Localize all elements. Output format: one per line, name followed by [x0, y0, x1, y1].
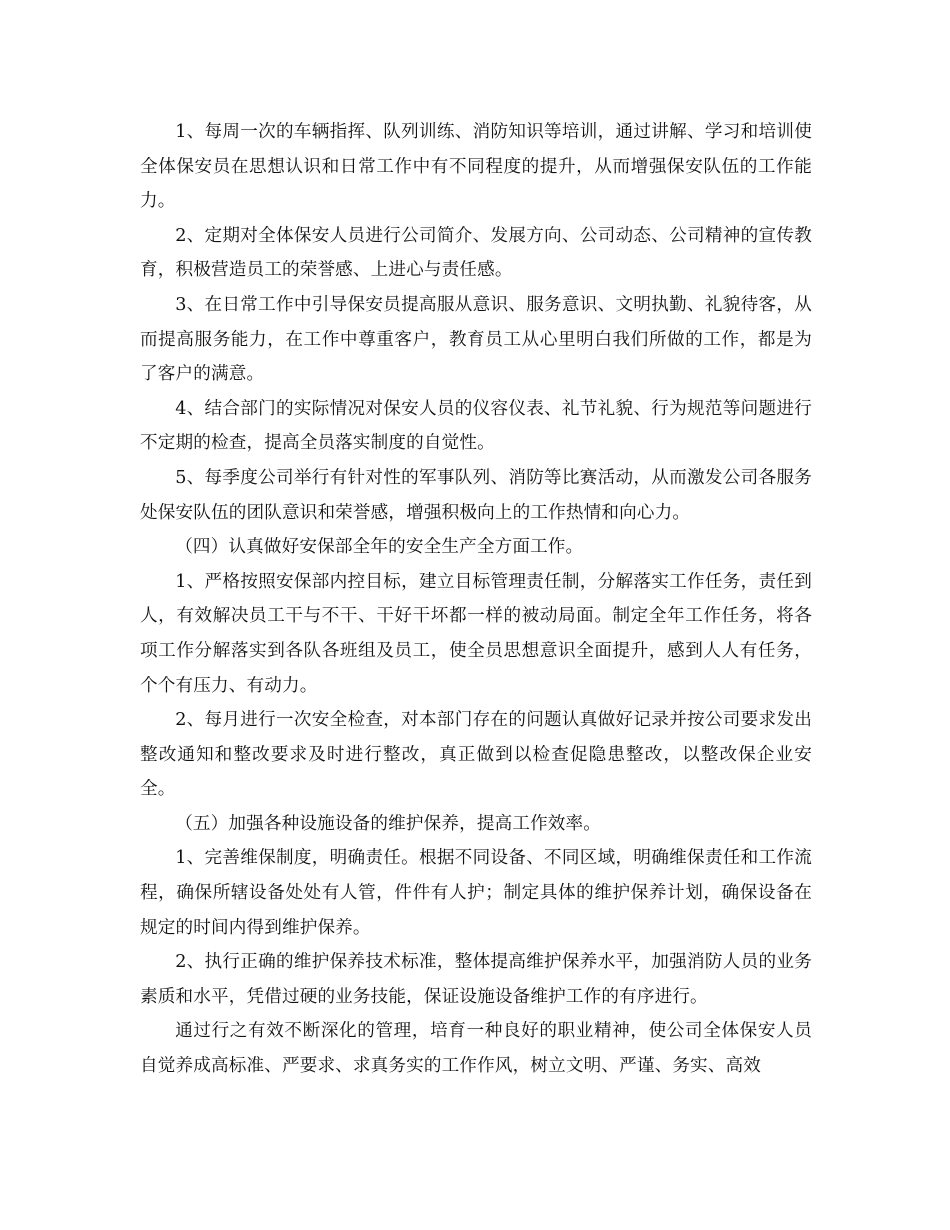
- paragraph-maintenance-standard: 2、执行正确的维护保养技术标准，整体提高维护保养水平，加强消防人员的业务素质和水平，凭借过硬的业务技能，保证设施设备维护工作的有序进行。: [140, 952, 812, 1007]
- paragraph-responsibility-system: 1、严格按照安保部内控目标，建立目标管理责任制，分解落实工作任务，责任到人，有效解决员工干与不干、干好干坏都一样的被动局面。制定全年工作任务，将各项工作分解落实到各队各班组及员工，使全员思想意识全面提升，感到人人有任务，个个有压力、有动力。: [140, 571, 812, 696]
- paragraph-maintenance-system: 1、完善维保制度，明确责任。根据不同设备、不同区域，明确维保责任和工作流程，确保所辖设备处处有人管，件件有人护；制定具体的维护保养计划，确保设备在规定的时间内得到维护保养。: [140, 848, 812, 938]
- paragraph-safety-check: 2、每月进行一次安全检查，对本部门存在的问题认真做好记录并按公司要求发出整改通知和整改要求及时进行整改，真正做到以检查促隐患整改，以整改保企业安全。: [140, 710, 812, 800]
- paragraph-publicity: 2、定期对全体保安人员进行公司简介、发展方向、公司动态、公司精神的宣传教育，积极营造员工的荣誉感、上进心与责任感。: [140, 225, 812, 281]
- document-body: [140, 115, 812, 1084]
- paragraph-conclusion: 通过行之有效不断深化的管理，培育一种良好的职业精神，使公司全体保安人员自觉养成高标准、严要求、求真务实的工作作风，树立文明、严谨、务实、高效: [140, 1021, 812, 1077]
- section-heading-five: （五）加强各种设施设备的维护保养，提高工作效率。: [175, 813, 602, 834]
- paragraph-competition: 5、每季度公司举行有针对性的军事队列、消防等比赛活动，从而激发公司各服务处保安队伍的团队意识和荣誉感，增强积极向上的工作热情和向心力。: [140, 467, 812, 523]
- section-heading-four: （四）认真做好安保部全年的安全生产全方面工作。: [175, 537, 584, 558]
- paragraph-inspection: 4、结合部门的实际情况对保安人员的仪容仪表、礼节礼貌、行为规范等问题进行不定期的检查，提高全员落实制度的自觉性。: [140, 398, 812, 454]
- paragraph-service-awareness: 3、在日常工作中引导保安员提高服从意识、服务意识、文明执勤、礼貌待客，从而提高服务能力，在工作中尊重客户，教育员工从心里明白我们所做的工作，都是为了客户的满意。: [140, 294, 812, 385]
- paragraph-training: 1、每周一次的车辆指挥、队列训练、消防知识等培训，通过讲解、学习和培训使全体保安员在思想认识和日常工作中有不同程度的提升，从而增强保安队伍的工作能力。: [140, 122, 812, 212]
